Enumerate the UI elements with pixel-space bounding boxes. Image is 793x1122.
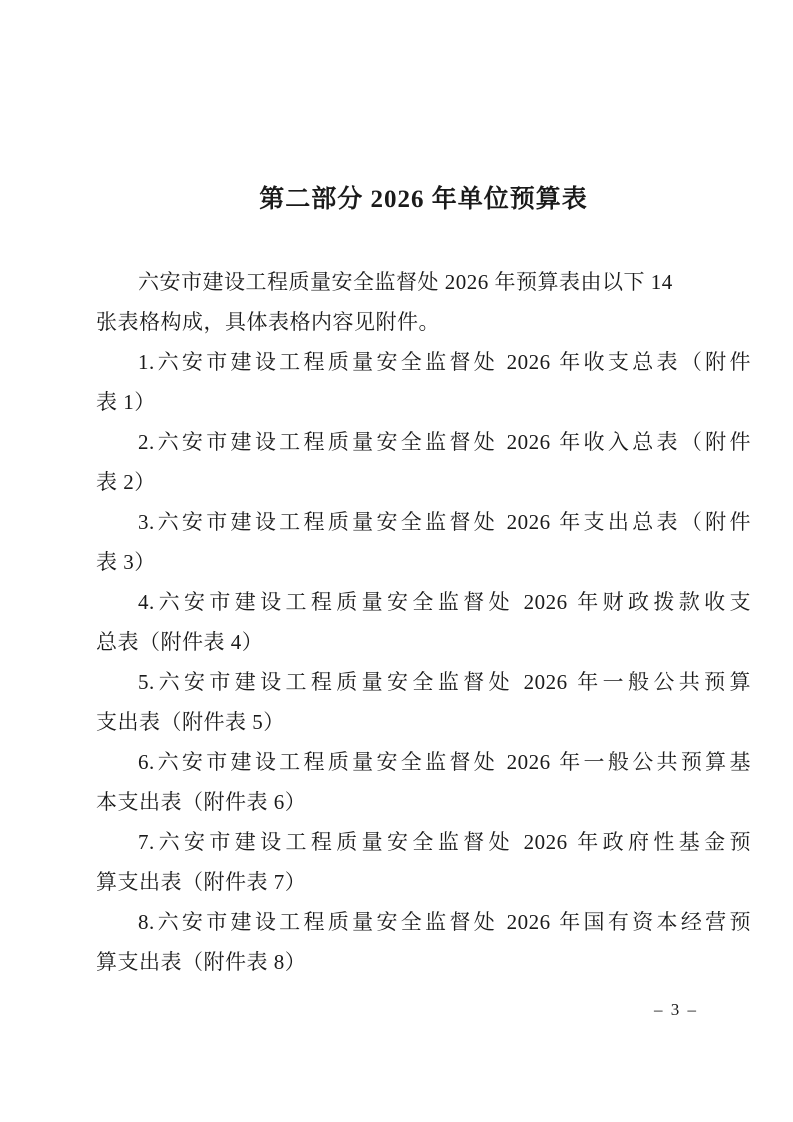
document-content bbox=[96, 180, 751, 982]
paragraph bbox=[96, 262, 751, 342]
paragraph-line: 2.六安市建设工程质量安全监督处 2026 年收入总表（附件 bbox=[138, 430, 751, 454]
paragraph-line: 1.六安市建设工程质量安全监督处 2026 年收支总表（附件 bbox=[138, 350, 751, 374]
paragraph-line: 算支出表（附件表 7） bbox=[96, 870, 307, 894]
paragraph bbox=[96, 742, 751, 822]
paragraph-line: 8.六安市建设工程质量安全监督处 2026 年国有资本经营预 bbox=[138, 910, 751, 934]
paragraph bbox=[96, 902, 751, 982]
paragraph bbox=[96, 502, 751, 582]
paragraph bbox=[96, 662, 751, 742]
paragraph-line: 六安市建设工程质量安全监督处 2026 年预算表由以下 14 bbox=[138, 270, 673, 294]
paragraph-line: 4.六安市建设工程质量安全监督处 2026 年财政拨款收支 bbox=[138, 590, 751, 614]
page-number: – 3 – bbox=[654, 1000, 698, 1019]
paragraph bbox=[96, 342, 751, 422]
document-body bbox=[96, 262, 751, 982]
paragraph-line: 表 1） bbox=[96, 390, 156, 414]
paragraph-line: 表 2） bbox=[96, 470, 156, 494]
paragraph-line: 5.六安市建设工程质量安全监督处 2026 年一般公共预算 bbox=[138, 670, 751, 694]
paragraph-line: 3.六安市建设工程质量安全监督处 2026 年支出总表（附件 bbox=[138, 510, 751, 534]
paragraph-line: 表 3） bbox=[96, 550, 156, 574]
paragraph-line: 总表（附件表 4） bbox=[96, 630, 264, 654]
paragraph bbox=[96, 582, 751, 662]
paragraph-line: 本支出表（附件表 6） bbox=[96, 790, 307, 814]
paragraph bbox=[96, 422, 751, 502]
document-title: 第二部分 2026 年单位预算表 bbox=[259, 186, 588, 213]
paragraph bbox=[96, 822, 751, 902]
paragraph-line: 算支出表（附件表 8） bbox=[96, 950, 307, 974]
paragraph-line: 6.六安市建设工程质量安全监督处 2026 年一般公共预算基 bbox=[138, 750, 751, 774]
paragraph-line: 张表格构成，具体表格内容见附件。 bbox=[96, 310, 440, 334]
paragraph-line: 支出表（附件表 5） bbox=[96, 710, 285, 734]
paragraph-line: 7.六安市建设工程质量安全监督处 2026 年政府性基金预 bbox=[138, 830, 751, 854]
